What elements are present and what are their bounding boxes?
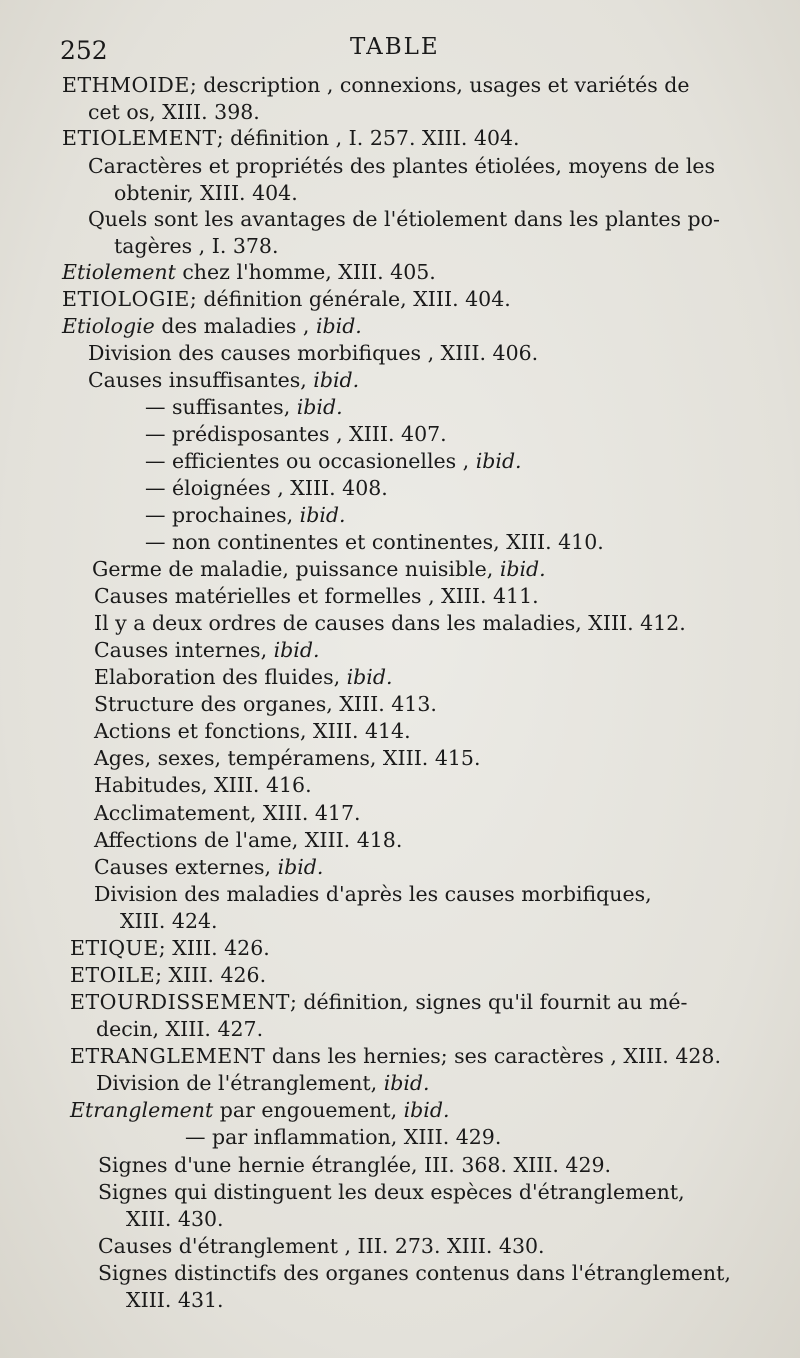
entry-text: — prédisposantes , XIII. 407.: [145, 422, 447, 446]
italic-text: Etranglement: [70, 1098, 214, 1122]
index-line: [70, 1097, 449, 1124]
entry-text: ; définition, signes qu'il fournit au mé-: [289, 990, 688, 1014]
entry-text: Elaboration des fluides,: [94, 665, 347, 689]
entry-text: dans les hernies; ses caractères , XIII. 428.: [265, 1044, 721, 1068]
italic-text: ibid.: [383, 1071, 430, 1095]
page-header: [0, 34, 800, 64]
entry-text: ; XIII. 426.: [158, 936, 270, 960]
index-line: [94, 745, 481, 772]
entry-text: Structure des organes, XIII. 413.: [94, 692, 437, 716]
entry-heading: ETIOLOGIE: [62, 287, 190, 311]
index-line: [98, 1152, 611, 1179]
entry-text: ; XIII. 426.: [155, 963, 267, 987]
index-line: [94, 772, 312, 799]
entry-text: Habitudes, XIII. 416.: [94, 773, 312, 797]
page-number: 252: [60, 36, 108, 65]
entry-text: decin, XIII. 427.: [96, 1017, 264, 1041]
italic-text: ibid.: [299, 503, 346, 527]
index-line: [88, 340, 538, 367]
entry-text: Ages, sexes, tempéramens, XIII. 415.: [94, 746, 481, 770]
entry-text: Il y a deux ordres de causes dans les maladies, XIII. 412.: [94, 611, 686, 635]
index-line: [94, 637, 320, 664]
entry-text: — suffisantes,: [145, 395, 297, 419]
italic-text: ibid.: [346, 665, 393, 689]
index-line: [88, 99, 260, 126]
entry-heading: ETRANGLEMENT: [70, 1044, 266, 1068]
index-line: [70, 1043, 721, 1070]
entry-text: par engouement,: [213, 1098, 404, 1122]
entry-heading: ETOILE: [70, 963, 156, 987]
entry-text: cet os, XIII. 398.: [88, 100, 260, 124]
entry-text: obtenir, XIII. 404.: [114, 181, 298, 205]
entry-text: ; description , connexions, usages et variétés de: [189, 73, 690, 97]
entry-text: Signes distinctifs des organes contenus dans l'étranglement,: [98, 1261, 731, 1285]
entry-text: Signes d'une hernie étranglée, III. 368. XIII. 429.: [98, 1153, 612, 1177]
index-line: [94, 664, 393, 691]
entry-text: Quels sont les avantages de l'étiolement dans les plantes po-: [88, 207, 720, 231]
entry-text: Acclimatement, XIII. 417.: [94, 801, 361, 825]
index-line: [62, 72, 690, 99]
entry-text: ; définition , I. 257. XIII. 404.: [216, 126, 520, 150]
index-line: [96, 1070, 430, 1097]
index-line: [126, 1206, 224, 1233]
entry-text: XIII. 431.: [126, 1288, 224, 1312]
index-line: [70, 962, 266, 989]
entry-text: Germe de maladie, puissance nuisible,: [92, 557, 500, 581]
entry-text: Division des causes morbifiques , XIII. 406.: [88, 341, 539, 365]
index-line: [62, 125, 520, 152]
index-line: [94, 691, 437, 718]
index-line: [94, 800, 361, 827]
entry-text: Affections de l'ame, XIII. 418.: [94, 828, 403, 852]
index-line: [70, 935, 270, 962]
entry-text: Causes matérielles et formelles , XIII. 411.: [94, 584, 539, 608]
index-line: [94, 827, 402, 854]
running-title: TABLE: [350, 34, 440, 60]
index-line: [62, 286, 511, 313]
index-line: [62, 313, 362, 340]
entry-text: Division de l'étranglement,: [96, 1071, 384, 1095]
entry-text: Actions et fonctions, XIII. 414.: [94, 719, 411, 743]
italic-text: ibid.: [277, 855, 324, 879]
italic-text: Etiologie: [62, 314, 155, 338]
index-line: [94, 881, 652, 908]
index-line: [98, 1233, 545, 1260]
italic-text: ibid.: [313, 368, 360, 392]
entry-text: — éloignées , XIII. 408.: [145, 476, 388, 500]
index-line: [145, 475, 388, 502]
index-line: [92, 556, 546, 583]
index-line: [145, 448, 522, 475]
index-line: [96, 1016, 263, 1043]
entry-text: — par inflammation, XIII. 429.: [185, 1125, 502, 1149]
index-line: [94, 610, 686, 637]
entry-text: Causes d'étranglement , III. 273. XIII. 430.: [98, 1234, 545, 1258]
italic-text: ibid.: [499, 557, 546, 581]
index-line: [88, 206, 720, 233]
italic-text: ibid.: [475, 449, 522, 473]
entry-heading: ETIOLEMENT: [62, 126, 217, 150]
index-line: [114, 180, 298, 207]
entry-text: des maladies ,: [154, 314, 316, 338]
entry-text: Causes externes,: [94, 855, 278, 879]
index-line: [88, 153, 715, 180]
index-line: [98, 1179, 685, 1206]
entry-text: Division des maladies d'après les causes morbifiques,: [94, 882, 652, 906]
index-line: [94, 854, 323, 881]
index-line: [120, 908, 218, 935]
index-line: [94, 718, 411, 745]
entry-text: ; définition générale, XIII. 404.: [189, 287, 511, 311]
entry-text: Caractères et propriétés des plantes étiolées, moyens de les: [88, 154, 716, 178]
italic-text: ibid.: [273, 638, 320, 662]
index-line: [98, 1260, 731, 1287]
index-line: [126, 1287, 224, 1314]
index-line: [70, 989, 687, 1016]
italic-text: ibid.: [403, 1098, 450, 1122]
entry-text: — non continentes et continentes, XIII. 410.: [145, 530, 604, 554]
index-line: [94, 583, 539, 610]
entry-text: tagères , I. 378.: [114, 234, 279, 258]
entry-heading: ETIQUE: [70, 936, 159, 960]
italic-text: ibid.: [315, 314, 362, 338]
index-line: [114, 233, 279, 260]
entry-text: Signes qui distinguent les deux espèces d'étranglement,: [98, 1180, 685, 1204]
entry-text: — efficientes ou occasionelles ,: [145, 449, 476, 473]
entry-text: Causes insuffisantes,: [88, 368, 314, 392]
entry-text: XIII. 430.: [126, 1207, 224, 1231]
italic-text: ibid.: [296, 395, 343, 419]
index-line: [88, 367, 359, 394]
index-line: [145, 502, 346, 529]
index-line: [145, 529, 604, 556]
entry-text: — prochaines,: [145, 503, 300, 527]
entry-text: XIII. 424.: [120, 909, 218, 933]
entry-text: Causes internes,: [94, 638, 274, 662]
index-line: [145, 421, 447, 448]
entry-heading: ETHMOIDE: [62, 73, 190, 97]
entry-heading: ETOURDISSEMENT: [70, 990, 290, 1014]
entry-text: chez l'homme, XIII. 405.: [175, 260, 436, 284]
index-line: [185, 1124, 501, 1151]
index-line: [62, 259, 436, 286]
italic-text: Etiolement: [62, 260, 176, 284]
index-line: [145, 394, 343, 421]
